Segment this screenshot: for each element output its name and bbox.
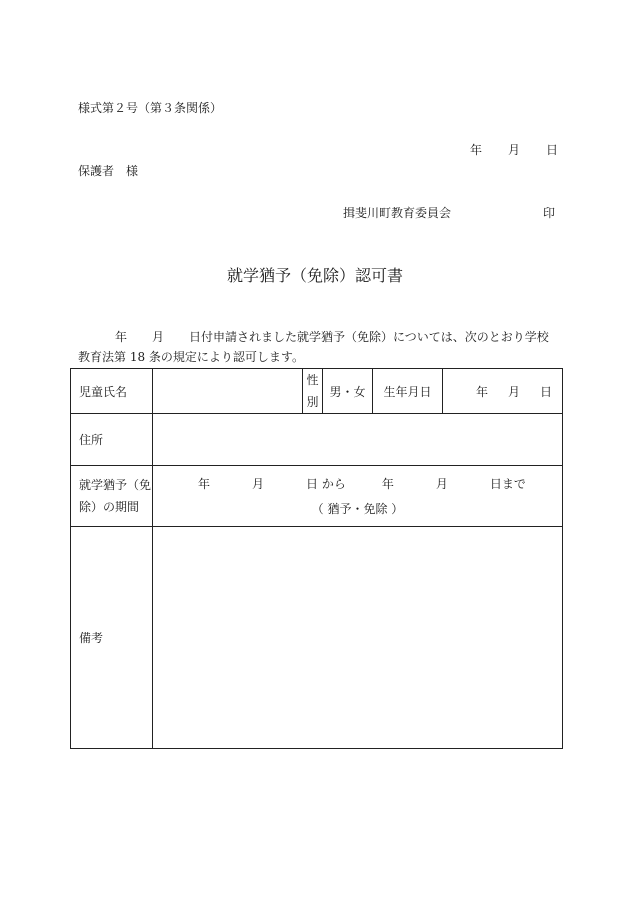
period-start-year: 年 xyxy=(198,477,211,491)
period-start-month: 月 xyxy=(252,477,265,491)
period-type: （ 猶予・免除 ） xyxy=(311,502,404,516)
body-year: 年 xyxy=(115,330,128,344)
row-name xyxy=(71,369,563,414)
period-label-line-1: 就学猶予（免 xyxy=(79,478,152,492)
period-label-line-2: 除）の期間 xyxy=(79,500,140,514)
period-end-month: 月 xyxy=(435,477,448,491)
sex-label-bottom: 別 xyxy=(306,395,319,409)
remarks-field[interactable] xyxy=(153,527,563,749)
birth-day: 日 xyxy=(539,384,552,399)
issue-day: 日 xyxy=(545,143,558,157)
addressee: 保護者 様 xyxy=(78,164,139,178)
address-field[interactable] xyxy=(153,414,563,466)
period-end-year: 年 xyxy=(381,477,394,491)
row-remarks xyxy=(71,527,563,749)
period-end-day: 日まで xyxy=(489,477,526,491)
address-label: 住所 xyxy=(71,414,153,466)
body-line-2: 教育法第 18 条の規定により認可します。 xyxy=(78,350,304,364)
period-dates xyxy=(198,475,562,492)
issuer-name: 揖斐川町教育委員会 xyxy=(343,206,452,220)
period-field[interactable] xyxy=(153,466,563,527)
child-name-label: 児童氏名 xyxy=(71,369,153,414)
birthdate-field[interactable] xyxy=(443,369,563,414)
birth-year: 年 xyxy=(475,384,488,399)
birthdate-label: 生年月日 xyxy=(373,369,443,414)
period-start-day: 日 から xyxy=(306,477,346,491)
body-text-1: 日付申請されました就学猶予（免除）については、次のとおり学校 xyxy=(189,330,549,344)
sex-label-top: 性 xyxy=(306,373,319,387)
form-number: 様式第２号（第３条関係） xyxy=(78,101,223,115)
seal-mark: 印 xyxy=(543,206,556,220)
document-title: 就学猶予（免除）認可書 xyxy=(226,266,403,285)
issue-month: 月 xyxy=(507,143,520,157)
sex-value[interactable]: 男・女 xyxy=(323,369,373,414)
issue-year: 年 xyxy=(470,143,483,157)
birth-month: 月 xyxy=(507,384,520,399)
row-address xyxy=(71,414,563,466)
child-name-field[interactable] xyxy=(153,369,303,414)
issue-date xyxy=(470,144,558,156)
remarks-label: 備考 xyxy=(71,527,153,749)
sex-label xyxy=(303,369,323,414)
body-line-1 xyxy=(78,331,549,343)
row-period xyxy=(71,466,563,527)
body-month: 月 xyxy=(152,330,165,344)
approval-form-table xyxy=(70,368,563,749)
period-label xyxy=(71,466,153,527)
